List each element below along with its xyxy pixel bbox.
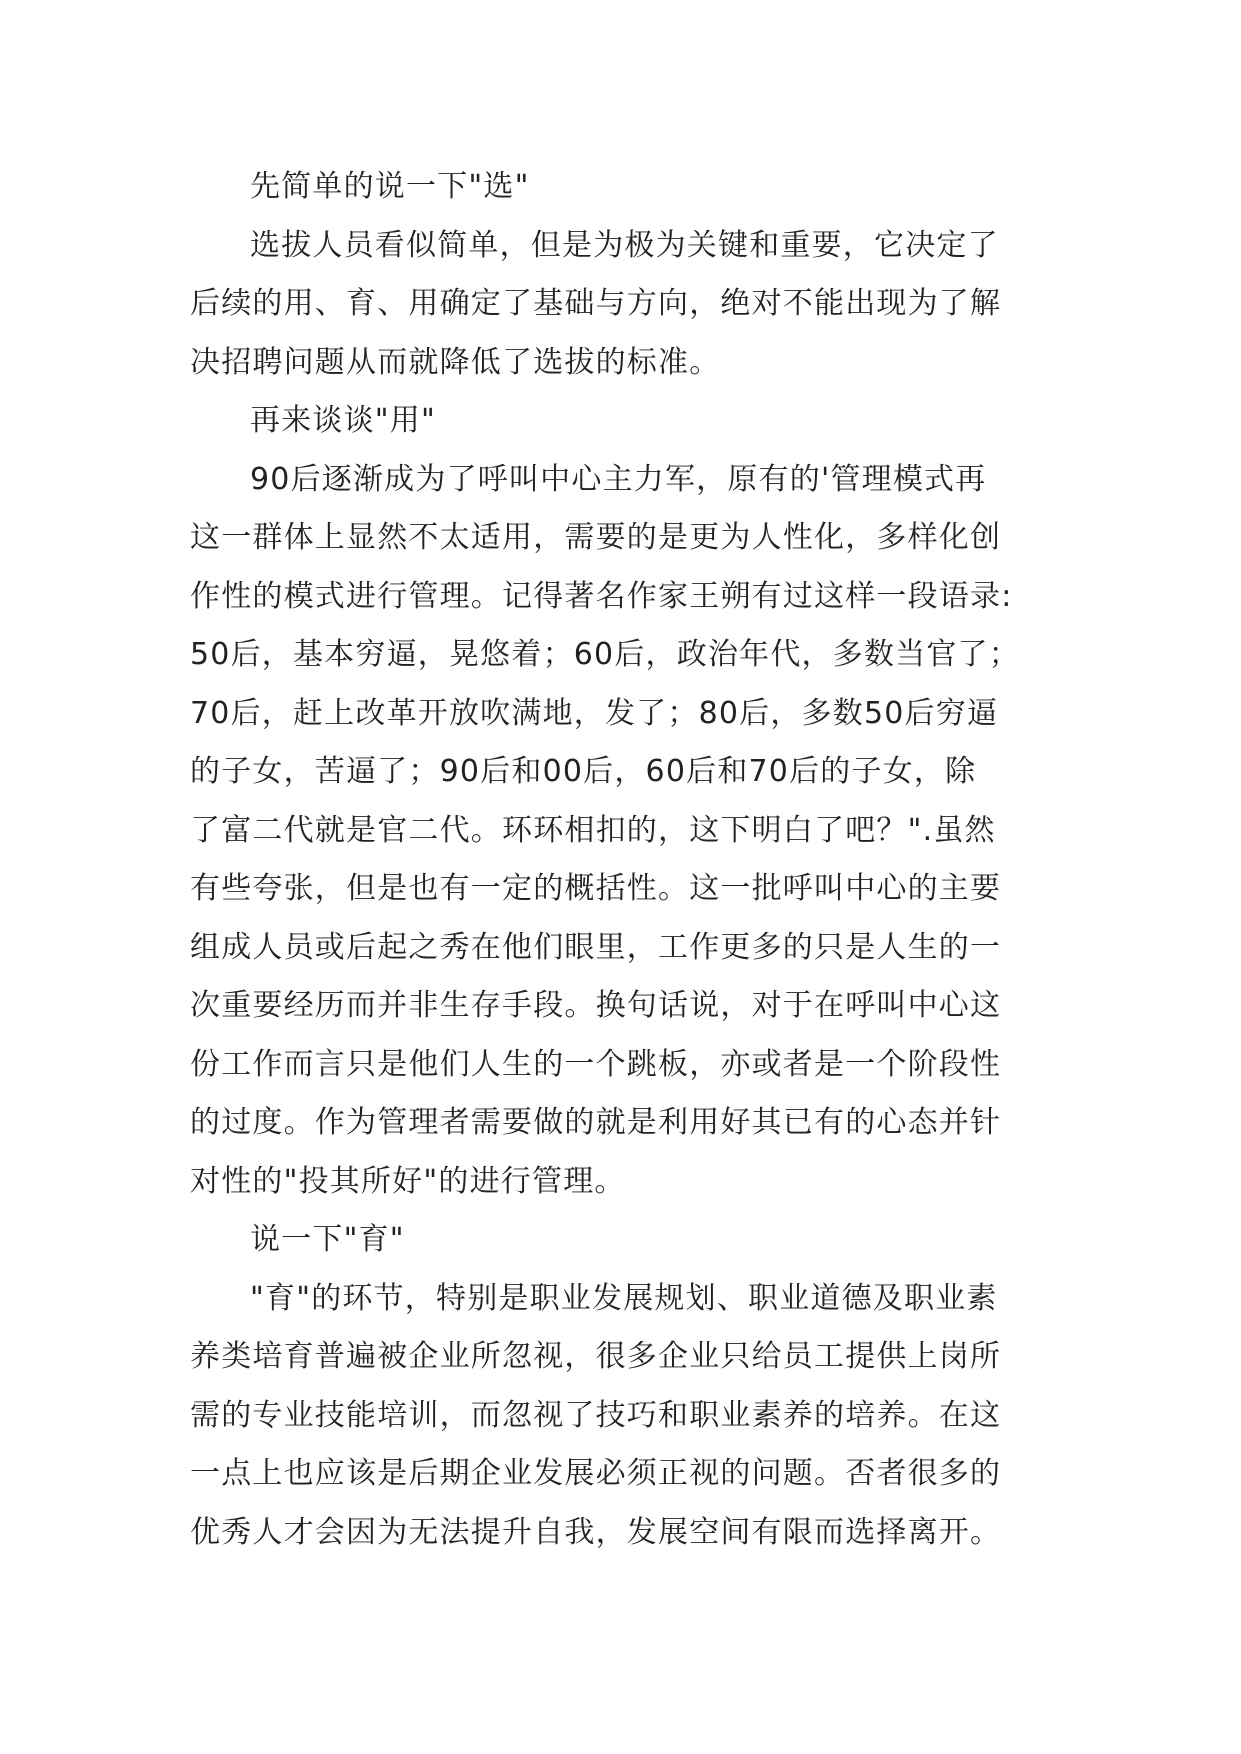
paragraph-use: 90后逐渐成为了呼叫中心主力军，原有的'管理模式再 这一群体上显然不太适用，需要的是更为人性化，多样化创 作性的模式进行管理。记得著名作家王朔有过这样一段语录: 50后，基本穷逼，晃悠着；60后，政治年代，多数当官了； 70后，赶上改革开放吹满地，发了；80后，多数50后穷逼 的子女，苦逼了；90后和00后，60后和70后的子女，除 了富二代就是官二代。环环相扣的，这下明白了吧？".虽然 有些夸张，但是也有一定的概括性。这一批呼叫中心的主要 组成人员或后起之秀在他们眼里，工作更多的只是人生的一 次重要经历而并非生存手段。换句话说，对于在呼叫中心这 份工作而言只是他们人生的一个跳板，亦或者是一个阶段性 的过度。作为管理者需要做的就是利用好其已有的心态并针 对性的"投其所好"的进行管理。 (190, 461, 1020, 1199)
paragraph-cultivate: "育"的环节，特别是职业发展规划、职业道德及职业素 养类培育普遍被企业所忽视，很多企业只给员工提供上岗所 需的专业技能培训，而忽视了技巧和职业素养的培养。在这 一点上也应该是后期企业发展必须正视的问题。否者很多的 优秀人才会因为无法提升自我，发展空间有限而选择离开。 (190, 1280, 1002, 1550)
paragraph-select: 选拔人员看似简单，但是为极为关键和重要，它决定了 后续的用、育、用确定了基础与方向，绝对不能出现为了解 决招聘问题从而就降低了选拔的标准。 (190, 227, 1002, 380)
heading-cultivate: 说一下"育" (250, 1222, 405, 1257)
document-body (190, 158, 1050, 1562)
heading-use: 再来谈谈"用" (250, 403, 436, 438)
heading-select: 先简单的说一下"选" (250, 169, 530, 204)
